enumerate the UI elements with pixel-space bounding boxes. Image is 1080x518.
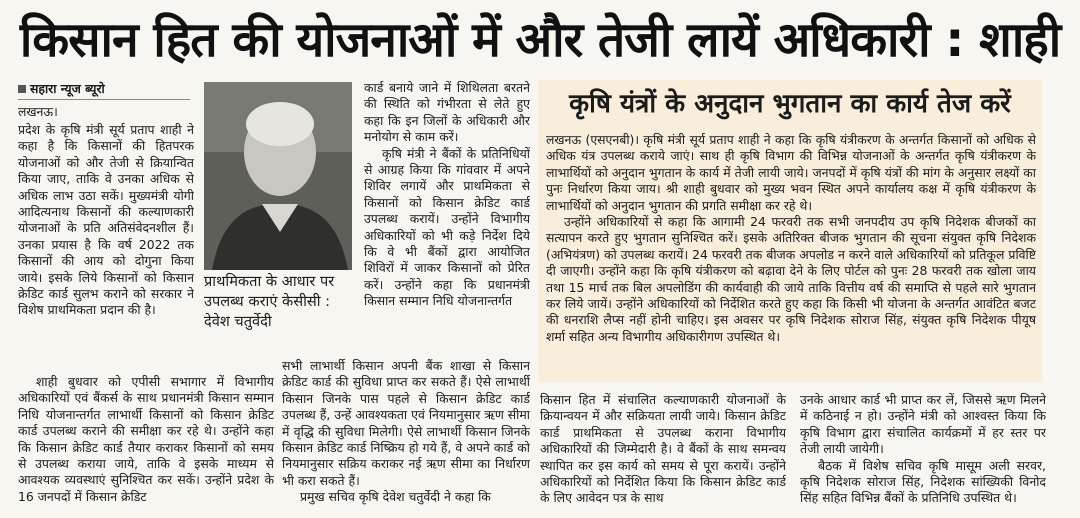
mid-paragraph-1: सभी लाभार्थी किसान अपनी बैंक शाखा से किसान क्रेडिट कार्ड की सुविधा प्राप्त कर सकते हैं। ऐसे लाभार्थी किसान जिनके पास पहले से किसान क्रेडिट कार्ड उपलब्ध हैं, उन्हें आवश्यकता एवं नियमानुसार ऋण सीमा में वृद्धि की सुविधा मिलेगी। ऐसे लाभार्थी किसान जिनके किसान क्रेडिट कार्ड निष्क्रिय हो गये हैं, वे अपने कार्ड को नियमानुसार सक्रिय कराकर नई ऋण सीमा का निर्धारण भी करा सकते हैं। <box>282 358 530 488</box>
mid-paragraph-2: प्रमुख सचिव कृषि देवेश चतुर्वेदी ने कहा कि <box>300 489 491 505</box>
headline: किसान हित की योजनाओं में और तेजी लायें अधिकारी : शाही <box>19 12 1061 68</box>
col5-text <box>800 392 1046 518</box>
col2-text <box>364 80 530 362</box>
byline <box>18 80 188 98</box>
col2-paragraph-1: कार्ड बनाये जाने में शिथिलता बरतने की स्थिति को गंभीरता से लेते हुए कहा कि इन जिलों के अधिकारी और मनोयोग से काम करें। <box>364 80 530 145</box>
col4-text <box>540 392 786 518</box>
col1-text <box>18 122 194 372</box>
byline-text: सहारा न्यूज ब्यूरो <box>30 81 105 96</box>
col1-paragraph-2: शाही बुधवार को एपीसी सभागार में विभागीय अधिकारियों एवं बैंकर्स के साथ प्रधानमंत्री किसान सम्मान निधि योजनान्तर्गत लाभार्थी किसानों को किसान क्रेडिट कार्ड उपलब्ध कराने की समीक्षा कर रहे थे। उन्होंने कहा कि किसान क्रेडिट कार्ड तैयार कराकर किसानों को समय से उपलब्ध कराया जाये, ताकि वे इसके माध्यम से आवश्यक व्यवस्थाएं सुनिश्चित कर सकें। उन्होंने प्रदेश के 16 जनपदों में किसान क्रेडिट <box>18 374 274 504</box>
col5-paragraph-1: उनके आधार कार्ड भी प्राप्त कर लें, जिससे ऋण मिलने में कठिनाई न हो। उन्होंने मंत्री को आश्वस्त किया कि कृषि विभाग द्वारा संचालित कार्यक्रमों में हर स्तर पर तेजी लायी जायेगी। <box>800 392 1046 457</box>
col2-paragraph-2: कृषि मंत्री ने बैंकों के प्रतिनिधियों से आग्रह किया कि गांववार में अपने शिविर लगायें और प्राथमिकता से किसानों को किसान क्रेडिट कार्ड उपलब्ध करायें। उन्होंने विभागीय अधिकारियों को भी कड़े निर्देश दिये कि वे भी बैंकों द्वारा आयोजित शिविरों में जाकर किसानों को प्रेरित करें। उन्होंने कहा कि प्रधानमंत्री किसान सम्मान निधि योजनान्तर्गत <box>364 145 530 309</box>
portrait-icon <box>204 82 352 270</box>
boxed-subhead: कृषि यंत्रों के अनुदान भुगतान का कार्य तेज करें <box>569 89 1011 119</box>
boxed-paragraph-2: उन्होंने अधिकारियों से कहा कि आगामी 24 फरवरी तक सभी जनपदीय उप कृषि निदेशक बीजकों का सत्यापन करते हुए भुगतान सुनिश्चित करें। इसके अतिरिक्त बीजक भुगतान की सूचना संयुक्त कृषि निदेशक (अभियंत्रण) को उपलब्ध करायें। 24 फरवरी तक बीजक अपलोड न करने वाले अधिकारियों को प्रतिकूल प्रविष्टि दी जाएगी। उन्होंने कहा कि कृषि यंत्रीकरण को बढ़ावा देने के लिए पोर्टल को पुनः 28 फरवरी तक खोला जाय तथा 15 मार्च तक बिल अपलोडिंग की कार्यवाही की जाये ताकि वित्तीय वर्ष की समाप्ति से पहले सारे भुगतान कर लिये जायें। उन्होंने अधिकारियों को निर्देशित करते हुए कहा कि किसी भी योजना के अन्तर्गत आवंटित बजट की धनराशि लैप्स नहीं होनी चाहिए। इस अवसर पर कृषि निदेशक सोराज सिंह, संयुक्त कृषि निदेशक पीयूष शर्मा सहित अन्य विभागीय अधिकारीगण उपस्थित थे। <box>546 214 1036 344</box>
dateline: लखनऊ। <box>18 104 58 119</box>
photo-caption: प्राथमिकता के आधार पर उपलब्ध कराएं केसीसी : देवेश चतुर्वेदी <box>204 273 335 330</box>
byline-rule <box>18 99 190 100</box>
col5-paragraph-2: बैठक में विशेष सचिव कृषि मासूम अली सरवर, कृषि निदेशक सोराज सिंह, निदेशक सांख्यिकी विनोद सिंह सहित विभिन्न बैंकों के प्रतिनिधि उपस्थित थे। <box>800 457 1046 506</box>
minister-photo <box>204 82 352 270</box>
col1b-text <box>18 374 274 518</box>
boxed-text <box>546 132 1036 380</box>
col4-paragraph-1: किसान हित में संचालित कल्याणकारी योजनाओं के क्रियान्वयन में और सक्रियता लायी जाये। किसान क्रेडिट कार्ड प्राथमिकता से उपलब्ध कराना विभागीय अधिकारियों की जिम्मेदारी है। वे बैंकों के साथ समन्वय स्थापित कर इस कार्य को समय से पूरा करायें। उन्होंने अधिकारियों को निर्देशित किया कि किसान क्रेडिट कार्ड के लिए आवेदन पत्र के साथ <box>540 392 786 506</box>
byline-square-icon <box>18 85 26 93</box>
col1-paragraph-1: प्रदेश के कृषि मंत्री सूर्य प्रताप शाही ने कहा है कि किसानों की हितपरक योजनाओं को और तेजी से क्रियान्वित किया जाए, ताकि वे उनका अधिक से अधिक लाभ उठा सकें। मुख्यमंत्री योगी आदित्यनाथ किसानों की कल्याणकारी योजनाओं के प्रति अतिसंवेदनशील हैं। उनका प्रयास है कि वर्ष 2022 तक किसानों की आय को दोगुना किया जाये। इसके लिये किसानों को किसान क्रेडिट कार्ड सुलभ कराने को सरकार ने विशेष प्राथमिकता प्रदान की है। <box>18 122 194 318</box>
boxed-paragraph-1: लखनऊ (एसएनबी)। कृषि मंत्री सूर्य प्रताप शाही ने कहा कि कृषि यंत्रीकरण के अन्तर्गत किसानों को अधिक से अधिक यंत्र उपलब्ध कराये जाएं। साथ ही कृषि विभाग की विभिन्न योजनाओं के अन्तर्गत कृषि यंत्रीकरण के लाभार्थियों को अनुदान भुगतान के कार्य में तेजी लायी जाये। जनपदों में कृषि यंत्रों की मांग के अनुसार लक्ष्यों का पुनः निर्धारण किया जाय। श्री शाही बुधवार को मुख्य भवन स्थित अपने कार्यालय कक्ष में कृषि यंत्रीकरण के लाभार्थियों को अनुदान भुगतान की प्रगति समीक्षा कर रहे थे। <box>546 132 1036 213</box>
mid-text <box>282 358 530 518</box>
